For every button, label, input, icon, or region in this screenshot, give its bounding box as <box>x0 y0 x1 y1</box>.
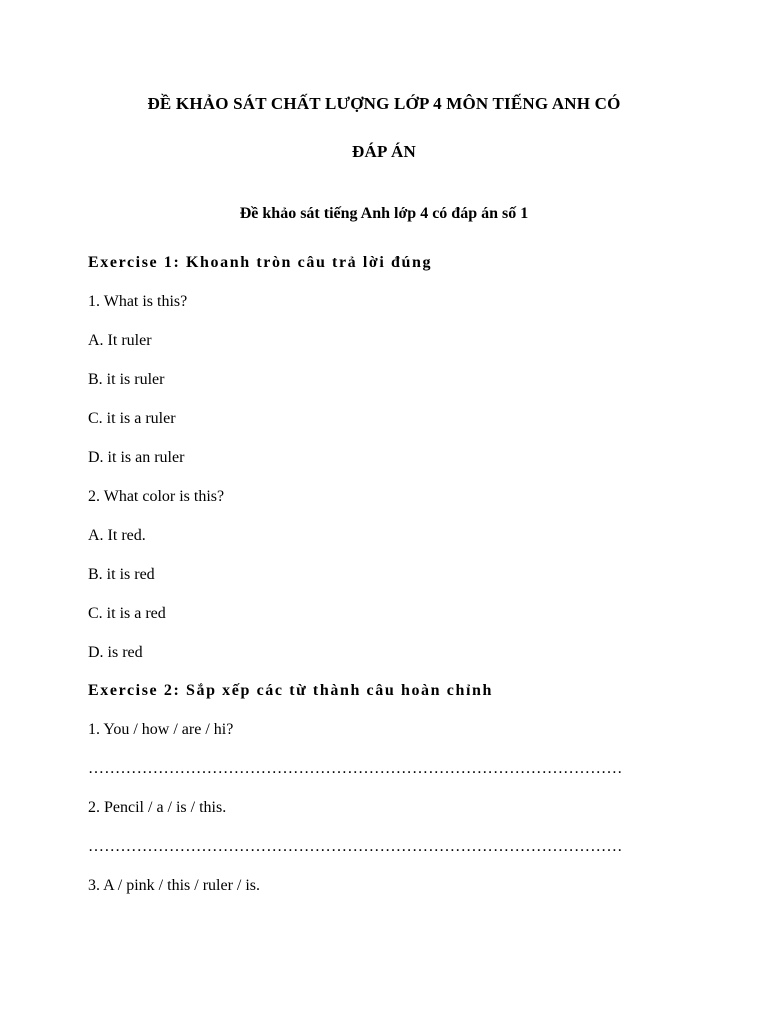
exercise-1-q1-option-d: D. it is an ruler <box>88 449 185 466</box>
exercise-1-question-2: 2. What color is this? <box>88 488 225 505</box>
exercise-1-q2-option-b: B. it is red <box>88 566 155 583</box>
answer-line-1: ……………………………………………………………………………………… <box>88 760 623 777</box>
exercise-2-heading: Exercise 2: Sắp xếp các từ thành câu hoàn chỉnh <box>88 682 493 699</box>
exercise-1-q1-option-b: B. it is ruler <box>88 371 165 388</box>
exercise-1-question-1: 1. What is this? <box>88 293 188 310</box>
exercise-1-q1-option-a: A. It ruler <box>88 332 152 349</box>
exercise-1-q2-option-d: D. is red <box>88 644 143 661</box>
exercise-1-q1-option-c: C. it is a ruler <box>88 410 176 427</box>
exercise-2-question-1: 1. You / how / are / hi? <box>88 721 234 738</box>
document-subtitle: Đề khảo sát tiếng Anh lớp 4 có đáp án số 1 <box>239 205 529 222</box>
exercise-1-q2-option-a: A. It red. <box>88 527 146 544</box>
exercise-1-heading: Exercise 1: Khoanh tròn câu trả lời đúng <box>88 254 433 271</box>
document-title-line-2: ĐÁP ÁN <box>351 142 416 161</box>
answer-line-2: ……………………………………………………………………………………… <box>88 838 623 855</box>
document-title-line-1: ĐỀ KHẢO SÁT CHẤT LƯỢNG LỚP 4 MÔN TIẾNG ANH CÓ <box>147 94 621 113</box>
exercise-1-q2-option-c: C. it is a red <box>88 605 166 622</box>
exercise-2-question-3: 3. A / pink / this / ruler / is. <box>88 877 261 894</box>
exercise-2-question-2: 2. Pencil / a / is / this. <box>88 799 227 816</box>
